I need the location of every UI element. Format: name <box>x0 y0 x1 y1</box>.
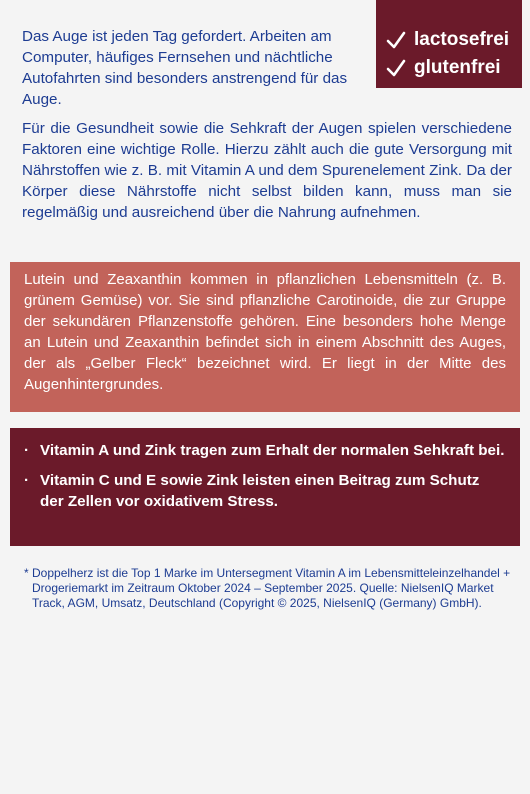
badge-item-label: lactosefrei <box>414 29 510 50</box>
footnote <box>24 566 514 611</box>
claim-item <box>24 440 506 461</box>
lutein-info-box <box>10 262 520 412</box>
claim-item <box>24 470 506 512</box>
bullet-icon: · <box>24 442 30 459</box>
claim-text: Vitamin A und Zink tragen zum Erhalt der normalen Sehkraft bei. <box>40 442 505 459</box>
badge-item-gluten <box>386 54 522 82</box>
bullet-icon: · <box>24 472 30 489</box>
nutrient-paragraph: Für die Gesundheit sowie die Sehkraft der Augen spielen verschiedene Faktoren eine wichtige Rolle. Hierzu zählt auch die gute Versorgung mit Nährstoffen wie z. B. mit Vitamin A und dem Spurenelement Zink. Da der Körper diese Nährstoffe nicht selbst bilden kann, muss man sie regelmäßig und ausreichend über die Nahrung aufnehmen. <box>22 120 512 221</box>
health-claims-box <box>10 428 520 546</box>
free-from-badge <box>376 0 522 88</box>
footnote-marker: * <box>24 566 29 580</box>
footnote-text: Doppelherz ist die Top 1 Marke im Untersegment Vitamin A im Lebensmitteleinzelhandel + Drogeriemarkt im Zeitraum Oktober 2024 – September 2025. Quelle: NielsenIQ Market Track, AGM, Umsatz, Deutschland (Copyright © 2025, NielsenIQ (Germany) GmbH). <box>32 566 511 610</box>
checkmark-icon <box>386 58 406 78</box>
badge-item-label: glutenfrei <box>414 57 501 78</box>
lutein-info-text: Lutein und Zeaxanthin kommen in pflanzlichen Lebensmitteln (z. B. grünem Gemüse) vor. Sie sind pflanzliche Carotinoide, die zur Gruppe der sekundären Pflanzenstoffe gehören. Eine besonders hohe Menge an Lutein und Zeaxanthin befindet sich in einem Abschnitt des Auges, der als „Gelber Fleck“ bezeichnet wird. Er liegt in der Mitte des Augenhintergrundes. <box>24 271 506 393</box>
badge-item-lactose <box>386 26 522 54</box>
checkmark-icon <box>386 30 406 50</box>
claim-text: Vitamin C und E sowie Zink leisten einen Beitrag zum Schutz der Zellen vor oxidativem Stress. <box>40 472 480 510</box>
intro-paragraph: Das Auge ist jeden Tag gefordert. Arbeiten am Computer, häufiges Fernsehen und nächtliche Autofahrten sind besonders anstrengend für das Auge. <box>22 28 348 108</box>
